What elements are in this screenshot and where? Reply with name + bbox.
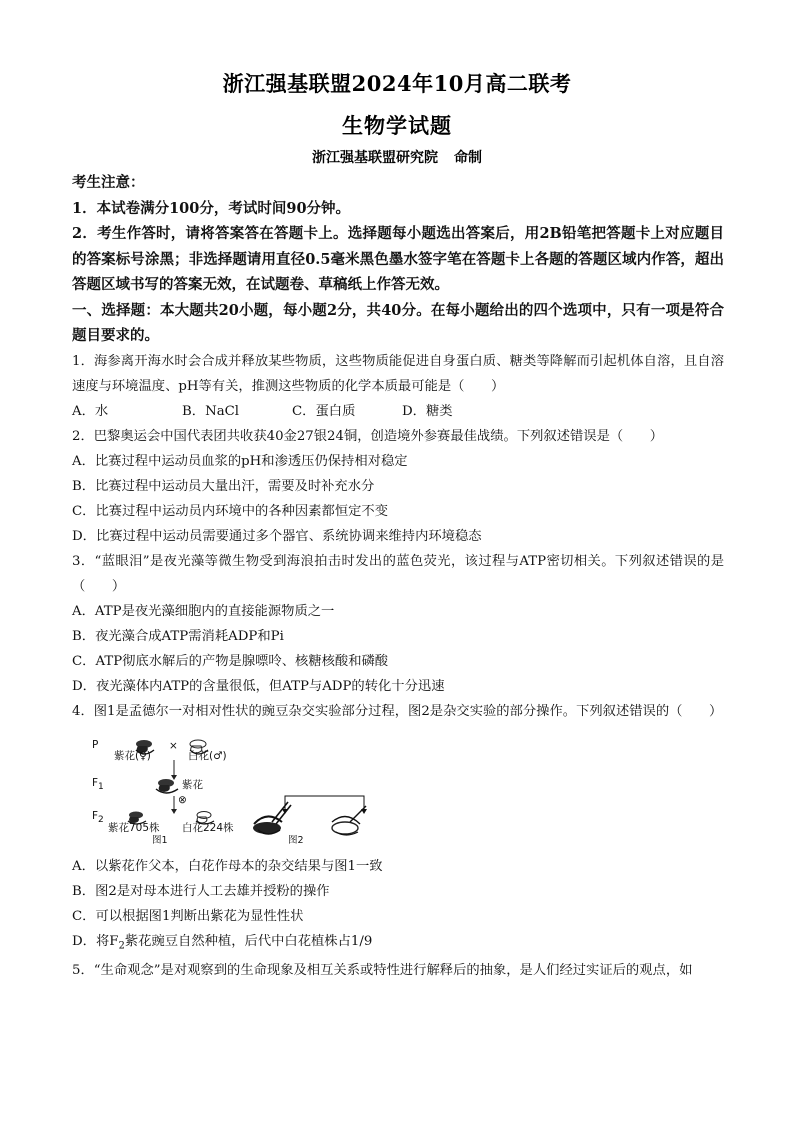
option: D．糖类: [402, 403, 453, 419]
f1-letter: F: [92, 776, 99, 789]
options-row: [72, 399, 724, 424]
option: B．比赛过程中运动员大量出汗，需要及时补充水分: [72, 478, 375, 494]
p-female-label: 紫花(♀): [114, 749, 151, 762]
option: [72, 929, 724, 959]
option: B．夜光藻合成ATP需消耗ADP和Pi: [72, 628, 284, 644]
option: A．以紫花作父本，白花作母本的杂交结果与图1一致: [72, 858, 383, 874]
notice-item: 2．考生作答时，请将答案答在答题卡上。选择题每小题选出答案后，用2B铅笔把答题卡上对应题目的答案标号涂黑；非选择题请用直径0.5毫米黑色墨水签字笔在答题卡上各题的答题区域内作答，超出答题区域书写的答案无效，在试题卷、草稿纸上作答无效。: [72, 225, 724, 293]
exam-title: 浙江强基联盟2024年10月高二联考: [222, 71, 572, 96]
f2-purple-count: 紫花705株: [108, 821, 160, 834]
f2-label: [92, 810, 104, 825]
option: B．图2是对母本进行人工去雄并授粉的操作: [72, 883, 330, 899]
option: A．比赛过程中运动员血浆的pH和渗透压仍保持相对稳定: [72, 453, 408, 469]
option: A．水: [72, 403, 109, 419]
f2-subscript: 2: [98, 814, 104, 825]
f2-white-count: 白花224株: [182, 821, 234, 834]
author-name: 浙江强基联盟研究院: [312, 150, 438, 166]
p-male-label: 白花(♂): [188, 749, 227, 762]
p-label: P: [92, 738, 99, 751]
option: C．蛋白质: [292, 403, 356, 419]
exam-content: [72, 170, 724, 983]
pea-cross-figure: [92, 736, 392, 846]
option: D．夜光藻体内ATP的含量很低，但ATP与ADP的转化十分迅速: [72, 678, 445, 694]
question-stem: 4．图1是孟德尔一对相对性状的豌豆杂交实验部分过程，图2是杂交实验的部分操作。下列叙述错误的（ ）: [72, 703, 723, 719]
cross-symbol: ×: [169, 739, 178, 752]
notice-heading: 考生注意：: [72, 174, 145, 191]
option-d-suffix: 紫花豌豆自然种植，后代中白花植株占1/9: [124, 933, 373, 949]
option: C．比赛过程中运动员内环境中的各种因素都恒定不变: [72, 503, 389, 519]
option: D．比赛过程中运动员需要通过多个器官、系统协调来维持内环境稳态: [72, 528, 482, 544]
question-stem: 5．“生命观念”是对观察到的生命现象及相互关系或特性进行解释后的抽象，是人们经过实证后的观点，如: [72, 963, 693, 979]
f1-label: [92, 777, 104, 792]
notice-item: 1．本试卷满分100分，考试时间90分钟。: [72, 199, 351, 217]
emasculated-flower-icon: [253, 816, 282, 834]
f2-letter: F: [92, 809, 99, 822]
option: A．ATP是夜光藻细胞内的直接能源物质之一: [72, 603, 335, 619]
option: C．可以根据图1判断出紫花为显性性状: [72, 908, 304, 924]
f1-purple-flower-icon: [156, 779, 178, 793]
question-stem: 1．海参离开海水时会合成并释放某些物质，这些物质能促进自身蛋白质、糖类等降解而引起机体自溶，且自溶速度与环境温度、pH等有关，推测这些物质的化学本质最可能是（ ）: [72, 353, 724, 394]
option: C．ATP彻底水解后的产物是腺嘌呤、核糖核酸和磷酸: [72, 653, 389, 669]
section-heading: 一、选择题：本大题共20小题，每小题2分，共40分。在每小题给出的四个选项中，只有一项是符合题目要求的。: [72, 301, 724, 344]
exam-subject: 生物学试题: [342, 113, 452, 138]
f1-subscript: 1: [98, 781, 104, 792]
author-suffix: 命制: [454, 150, 482, 166]
f1-phenotype: 紫花: [182, 778, 203, 791]
option-d-subscript: 2: [118, 940, 125, 952]
question-stem: 3．“蓝眼泪”是夜光藻等微生物受到海浪拍击时发出的蓝色荧光，该过程与ATP密切相关。下列叙述错误的是（ ）: [72, 553, 724, 594]
option: B．NaCl: [182, 403, 240, 419]
pollen-flower-icon: [332, 806, 366, 835]
option-d-prefix: D．将F: [72, 933, 119, 949]
self-pollination-symbol: ⊗: [178, 793, 187, 806]
question-stem: 2．巴黎奥运会中国代表团共收获40金27银24铜，创造境外参赛最佳战绩。下列叙述错误是（ ）: [72, 428, 664, 444]
figure-1-caption: 图1: [152, 834, 168, 846]
exam-author: [0, 147, 794, 167]
figure-2-caption: 图2: [288, 834, 304, 846]
